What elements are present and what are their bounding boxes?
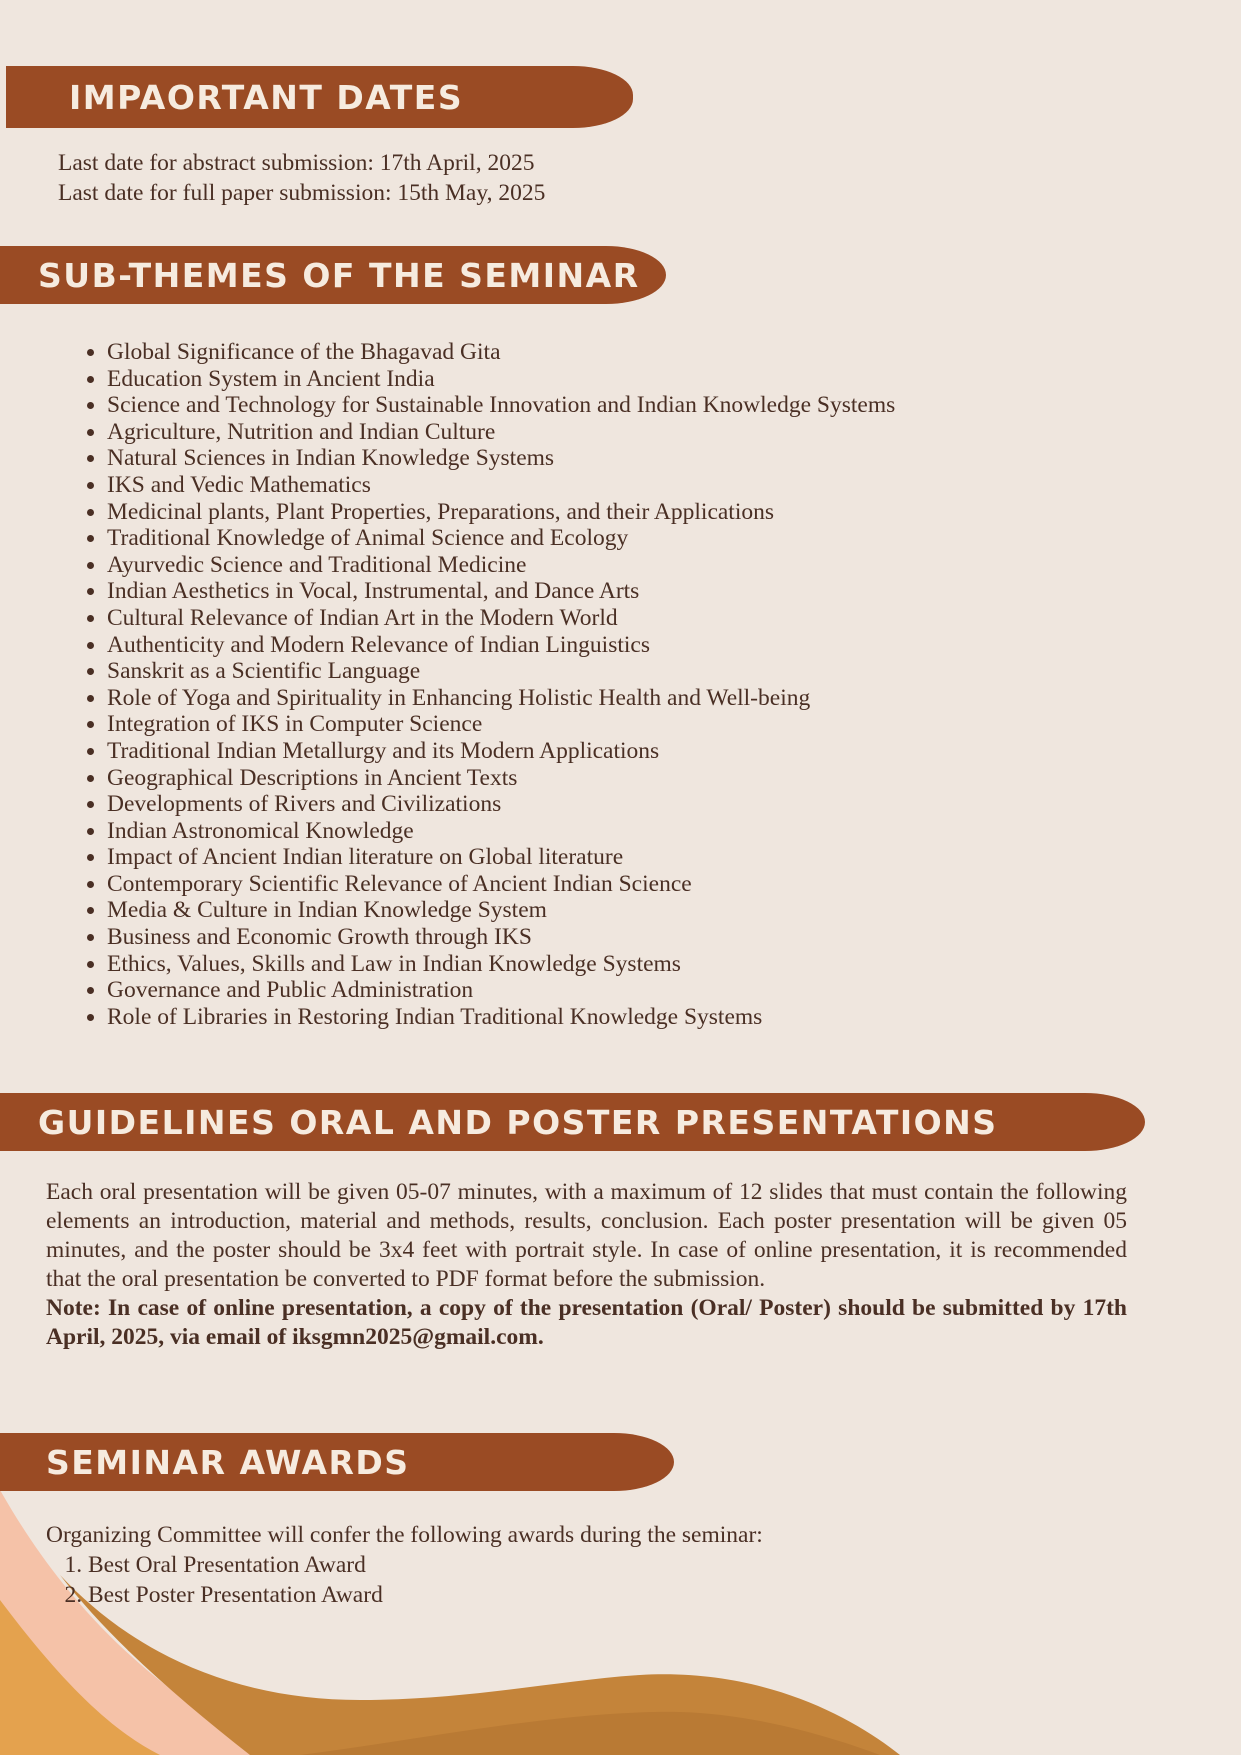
list-item: • Natural Sciences in Indian Knowledge Systems <box>107 445 895 472</box>
list-item: • IKS and Vedic Mathematics <box>107 472 895 499</box>
abstract-deadline: Last date for abstract submission: 17th April, 2025 <box>58 150 535 176</box>
list-item: • Integration of IKS in Computer Science <box>107 711 895 738</box>
list-item: • Indian Astronomical Knowledge <box>107 818 895 845</box>
list-item: • Role of Libraries in Restoring Indian Traditional Knowledge Systems <box>107 1004 895 1031</box>
list-item: • Traditional Indian Metallurgy and its Modern Applications <box>107 738 895 765</box>
awards-title: SEMINAR AWARDS <box>46 1442 410 1482</box>
dates-banner <box>6 66 633 128</box>
guidelines-body: Each oral presentation will be given 05-07 minutes, with a maximum of 12 slides that must contain the following elements an introduction, material and methods, results, conclusion. Each poster presentation will be given 05 minutes, and the poster should be 3x4 feet with portrait style. In case of online presentation, it is recommended that the oral presentation be converted to PDF format before the submission. <box>46 1179 1127 1292</box>
list-item: • Geographical Descriptions in Ancient Texts <box>107 765 895 792</box>
themes-title: SUB-THEMES OF THE SEMINAR <box>38 255 640 295</box>
list-item: • Sanskrit as a Scientific Language <box>107 658 895 685</box>
list-item: • Business and Economic Growth through IKS <box>107 924 895 951</box>
list-item: • Cultural Relevance of Indian Art in the Modern World <box>107 605 895 632</box>
list-item: • Ethics, Values, Skills and Law in Indian Knowledge Systems <box>107 951 895 978</box>
list-item: • Ayurvedic Science and Traditional Medicine <box>107 552 895 579</box>
awards-banner <box>0 1433 674 1491</box>
awards-section <box>46 1520 763 1610</box>
guidelines-banner <box>0 1093 1145 1151</box>
dates-list <box>58 148 545 208</box>
guidelines-title: GUIDELINES ORAL AND POSTER PRESENTATIONS <box>38 1102 998 1142</box>
themes-list <box>57 339 895 1030</box>
list-item: • Developments of Rivers and Civilizations <box>107 791 895 818</box>
list-item: • Science and Technology for Sustainable Innovation and Indian Knowledge Systems <box>107 392 895 419</box>
dates-title: IMPAORTANT DATES <box>69 77 464 117</box>
list-item: • Traditional Knowledge of Animal Science and Ecology <box>107 525 895 552</box>
list-item: 1. Best Oral Presentation Award <box>88 1550 763 1580</box>
list-item: • Indian Aesthetics in Vocal, Instrumental, and Dance Arts <box>107 578 895 605</box>
list-item: • Medicinal plants, Plant Properties, Preparations, and their Applications <box>107 499 895 526</box>
themes-banner <box>0 246 666 304</box>
list-item: • Governance and Public Administration <box>107 977 895 1004</box>
list-item: • Contemporary Scientific Relevance of Ancient Indian Science <box>107 871 895 898</box>
awards-list <box>46 1550 763 1610</box>
list-item: • Agriculture, Nutrition and Indian Culture <box>107 419 895 446</box>
list-item: • Impact of Ancient Indian literature on Global literature <box>107 844 895 871</box>
list-item: • Authenticity and Modern Relevance of Indian Linguistics <box>107 632 895 659</box>
list-item: • Role of Yoga and Spirituality in Enhancing Holistic Health and Well-being <box>107 685 895 712</box>
list-item: • Media & Culture in Indian Knowledge System <box>107 897 895 924</box>
guidelines-text <box>46 1178 1127 1352</box>
awards-intro: Organizing Committee will confer the following awards during the seminar: <box>46 1522 763 1548</box>
full-paper-deadline: Last date for full paper submission: 15th May, 2025 <box>58 180 546 206</box>
list-item: • Global Significance of the Bhagavad Gita <box>107 339 895 366</box>
list-item: 2. Best Poster Presentation Award <box>88 1580 763 1610</box>
guidelines-note: Note: In case of online presentation, a copy of the presentation (Oral/ Poster) should be submitted by 17th April, 2025, via email of iksgmn2025@gmail.com. <box>46 1295 1127 1350</box>
list-item: • Education System in Ancient India <box>107 366 895 393</box>
